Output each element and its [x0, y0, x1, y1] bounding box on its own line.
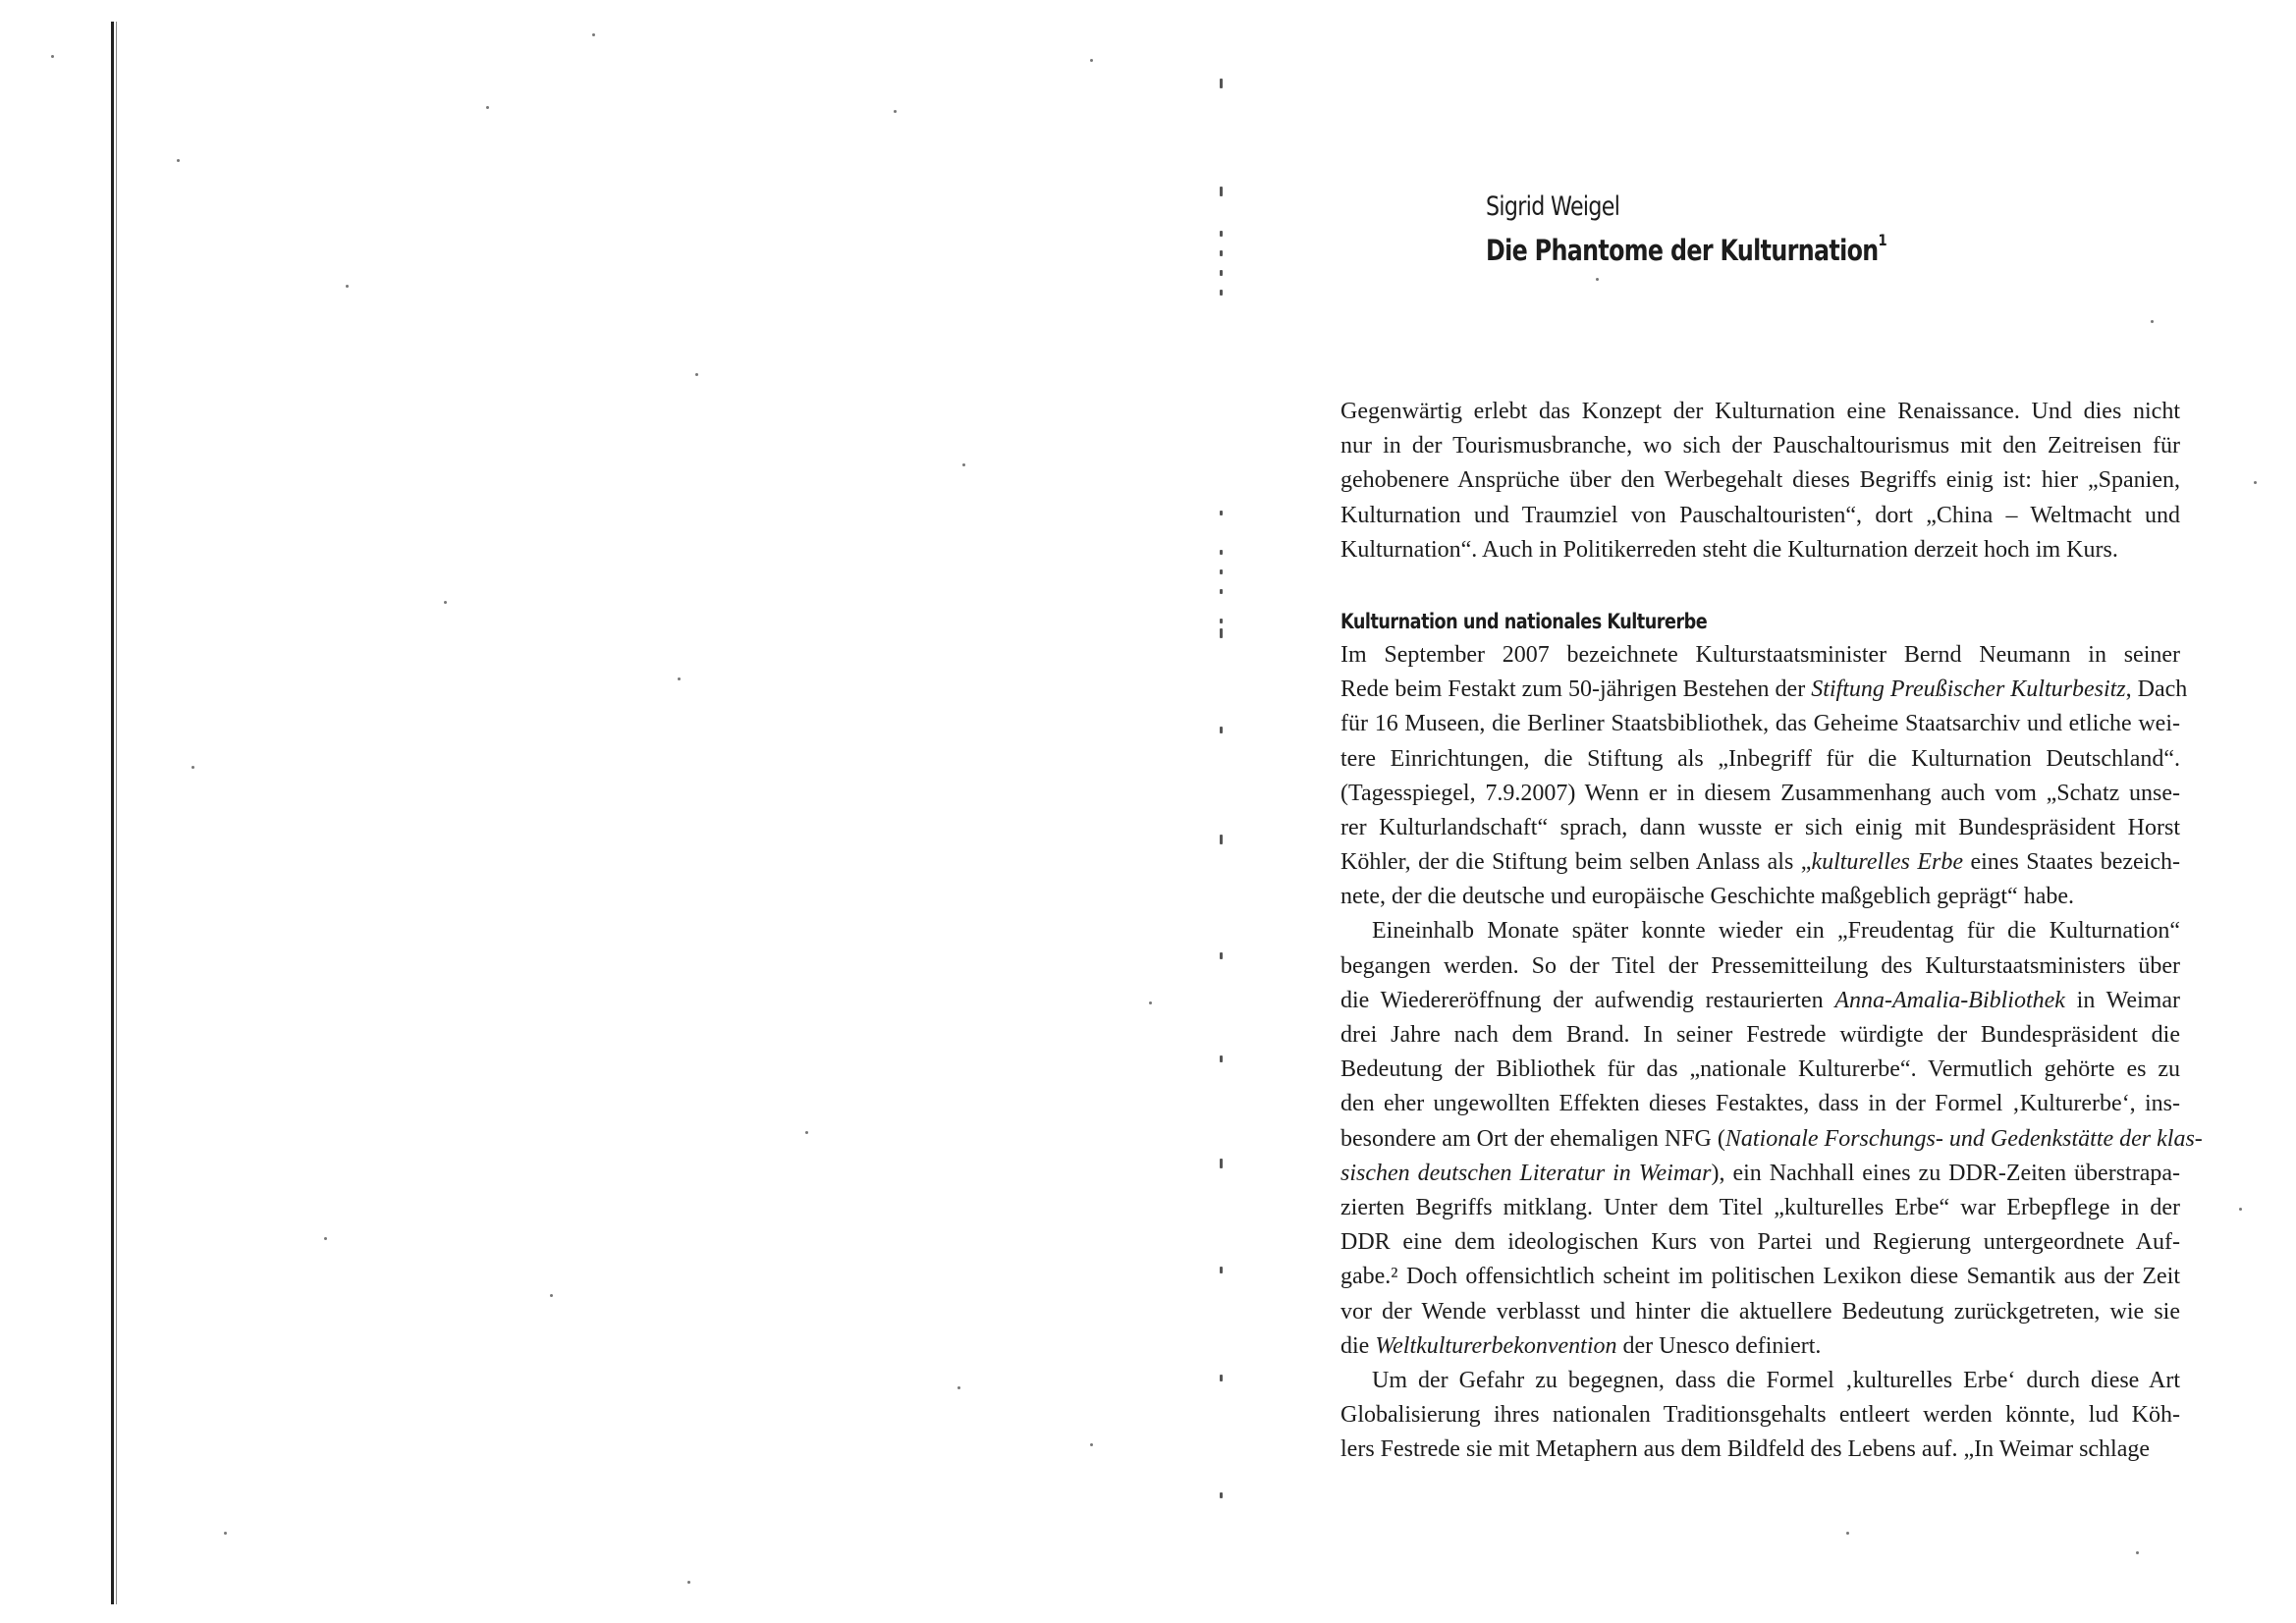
scan-speck	[962, 463, 965, 466]
text-line: (Tagesspiegel, 7.9.2007) Wenn er in diesem Zusammenhang auch vom „Schatz unse-	[1340, 780, 2180, 806]
text-line: zierten Begriffs mitklang. Unter dem Titel „kulturelles Erbe“ war Erbepflege in der	[1340, 1194, 2180, 1220]
scan-speck	[1149, 1001, 1152, 1004]
text-line: Globalisierung ihres nationalen Traditionsgehalts entleert werden könnte, lud Köh-	[1340, 1402, 2180, 1429]
text-line: begangen werden. So der Titel der Pressemitteilung des Kulturstaatsministers über	[1340, 952, 2180, 979]
scan-speck	[191, 766, 194, 769]
body-paragraph-3	[1340, 1364, 2180, 1468]
text-line: die Weltkulturerbekonvention der Unesco definiert.	[1340, 1332, 1822, 1359]
text-line: Gegenwärtig erlebt das Konzept der Kulturnation eine Renaissance. Und dies nicht	[1340, 399, 2180, 424]
scan-speck	[324, 1237, 327, 1240]
left-page-edge-line	[111, 22, 114, 1604]
scan-speck	[1090, 59, 1093, 62]
text-line: Kulturnation“. Auch in Politikerreden steht die Kulturnation derzeit hoch im Kurs.	[1340, 536, 2118, 563]
text-line: nur in der Tourismusbranche, wo sich der Pauschaltourismus mit den Zeitreisen für	[1340, 433, 2180, 460]
scan-speck	[444, 601, 447, 604]
center-gutter	[1216, 59, 1230, 1532]
text-line: gabe.² Doch offensichtlich scheint im politischen Lexikon diese Semantik aus der Zeit	[1340, 1264, 2180, 1290]
intro-paragraph	[1340, 395, 2180, 568]
text-line: Eineinhalb Monate später konnte wieder ein „Freudentag für die Kulturnation“	[1372, 918, 2180, 945]
text-line: Kulturnation und Traumziel von Pauschaltouristen“, dort „China – Weltmacht und	[1340, 502, 2180, 528]
scan-speck	[2239, 1208, 2242, 1211]
scan-speck	[224, 1532, 227, 1535]
text-line: gehobenere Ansprüche über den Werbegehalt dieses Begriffs einig ist: hier „Spanien,	[1340, 467, 2180, 494]
article-title	[1486, 231, 1887, 267]
title-footnote-marker: 1	[1878, 231, 1887, 250]
article-author: Sigrid Weigel	[1486, 191, 1620, 222]
text-line: drei Jahre nach dem Brand. In seiner Festrede würdigte der Bundespräsident die	[1340, 1022, 2180, 1048]
scan-speck	[346, 285, 349, 288]
article-body	[1340, 395, 2203, 1467]
scan-speck	[1090, 1443, 1093, 1446]
body-paragraph-2	[1340, 914, 2203, 1363]
section-heading: Kulturnation und nationales Kulturerbe	[1340, 609, 1708, 633]
article-title-text: Die Phantome der Kulturnation	[1486, 234, 1879, 267]
scan-speck	[957, 1386, 960, 1389]
text-line: DDR eine dem ideologischen Kurs von Partei und Regierung untergeordnete Auf-	[1340, 1229, 2180, 1256]
text-line: sischen deutschen Literatur in Weimar), ein Nachhall eines zu DDR-Zeiten überstrapa-	[1340, 1160, 2181, 1186]
scan-speck	[486, 106, 489, 109]
scan-speck	[894, 110, 897, 113]
scan-speck	[687, 1581, 690, 1584]
text-line: rer Kulturlandschaft“ sprach, dann wusste er sich einig mit Bundespräsident Horst	[1340, 814, 2180, 840]
text-line: tere Einrichtungen, die Stiftung als „Inbegriff für die Kulturnation Deutschland“.	[1340, 745, 2180, 772]
scan-speck	[177, 159, 180, 162]
text-line: für 16 Museen, die Berliner Staatsbibliothek, das Geheime Staatsarchiv und etliche wei-	[1340, 711, 2180, 737]
scan-speck	[550, 1294, 553, 1297]
left-page-edge-shadow	[116, 22, 117, 1604]
text-line: Rede beim Festakt zum 50-jährigen Bestehen der Stiftung Preußischer Kulturbesitz, Dach	[1340, 676, 2188, 703]
text-line: besondere am Ort der ehemaligen NFG (Nationale Forschungs- und Gedenkstätte der klas-	[1340, 1125, 2203, 1152]
body-paragraph-1	[1340, 638, 2188, 915]
text-line: lers Festrede sie mit Metaphern aus dem Bildfeld des Lebens auf. „In Weimar schlage	[1340, 1436, 2151, 1463]
scan-speck	[678, 677, 681, 680]
scan-speck	[2254, 481, 2257, 484]
scan-speck	[592, 33, 595, 36]
text-line: die Wiedereröffnung der aufwendig restaurierten Anna-Amalia-Bibliothek in Weimar	[1340, 987, 2180, 1013]
text-line: Im September 2007 bezeichnete Kulturstaatsminister Bernd Neumann in seiner	[1340, 641, 2180, 668]
scan-speck	[805, 1131, 808, 1134]
scan-speck	[695, 373, 698, 376]
text-line: den eher ungewollten Effekten dieses Festaktes, dass in der Formel ‚Kulturerbe‘, ins-	[1340, 1091, 2180, 1117]
text-line: vor der Wende verblasst und hinter die aktuellere Bedeutung zurückgetreten, wie sie	[1340, 1298, 2180, 1325]
text-line: Bedeutung der Bibliothek für das „nationale Kulturerbe“. Vermutlich gehörte es zu	[1340, 1056, 2180, 1083]
text-line: nete, der die deutsche und europäische Geschichte maßgeblich geprägt“ habe.	[1340, 884, 2075, 910]
scan-speck	[51, 55, 54, 58]
text-line: Um der Gefahr zu begegnen, dass die Formel ‚kulturelles Erbe‘ durch diese Art	[1372, 1367, 2180, 1393]
text-line: Köhler, der die Stiftung beim selben Anlass als „kulturelles Erbe eines Staates bezeich-	[1340, 849, 2180, 876]
right-page	[1340, 0, 2203, 1623]
